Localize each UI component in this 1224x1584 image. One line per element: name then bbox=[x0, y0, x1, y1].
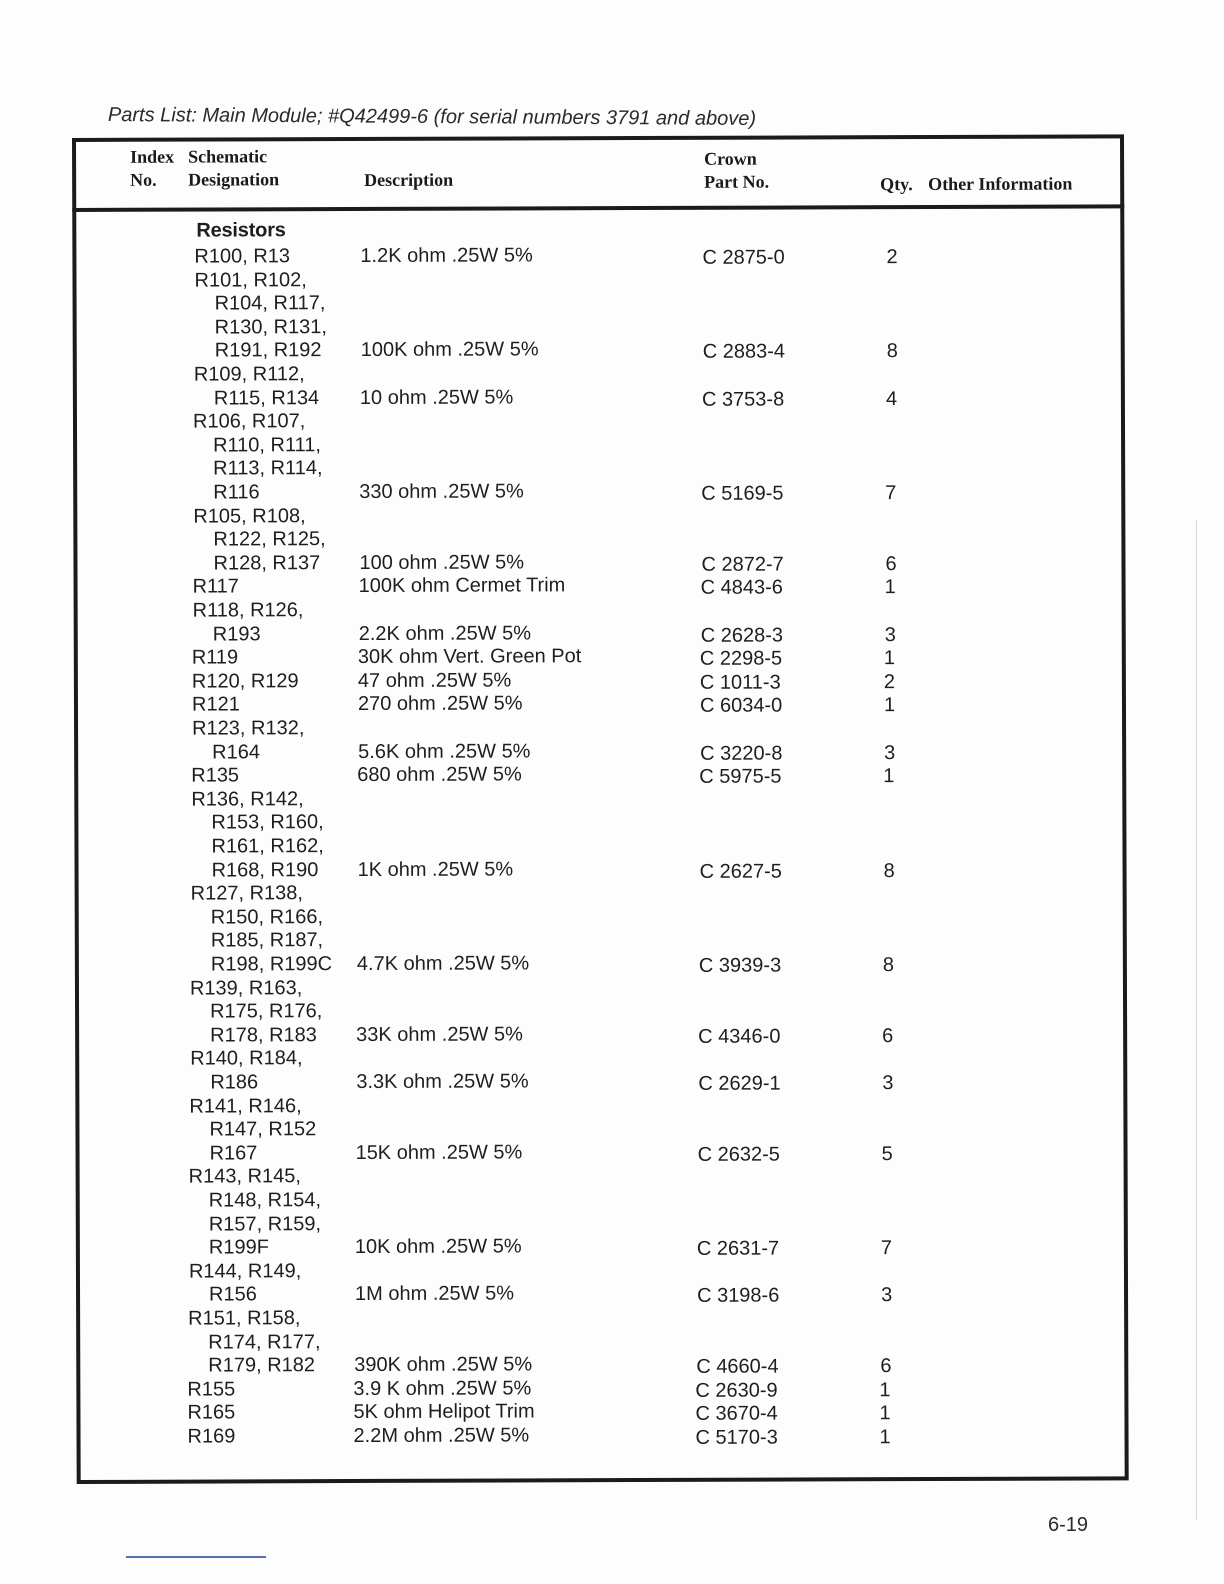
schematic-designation bbox=[189, 1095, 316, 1166]
designation-line: R153, R160, bbox=[211, 811, 324, 834]
schematic-designation bbox=[189, 1260, 301, 1308]
quantity: 1 bbox=[884, 576, 896, 599]
quantity: 4 bbox=[885, 387, 898, 410]
header-index bbox=[130, 146, 174, 192]
schematic-designation bbox=[189, 1166, 322, 1261]
quantity: 8 bbox=[882, 954, 895, 977]
description: 270 ohm .25W 5% bbox=[357, 692, 523, 716]
crown-part-no: C 2298-5 bbox=[699, 647, 783, 670]
description: 3.9 K ohm .25W 5% bbox=[353, 1377, 532, 1400]
description: 10 ohm .25W 5% bbox=[359, 386, 514, 409]
designation-line: R168, R190 bbox=[211, 858, 319, 882]
schematic-designation bbox=[187, 1378, 235, 1402]
crown-part-no: C 2630-9 bbox=[695, 1379, 778, 1402]
schematic-designation bbox=[193, 599, 304, 647]
crown-part-no: C 2883-4 bbox=[702, 340, 786, 364]
quantity: 6 bbox=[882, 1024, 894, 1047]
description: 2.2K ohm .25W 5% bbox=[358, 621, 532, 645]
schematic-designation bbox=[192, 717, 304, 765]
header-schematic-line1: Schematic bbox=[188, 146, 268, 167]
designation-line: R104, R117, bbox=[214, 292, 326, 315]
description: 1M ohm .25W 5% bbox=[354, 1282, 515, 1306]
crown-part-no: C 4660-4 bbox=[696, 1355, 779, 1379]
schematic-designation bbox=[193, 505, 326, 576]
description: 330 ohm .25W 5% bbox=[359, 480, 524, 503]
designation-line: R151, R158, bbox=[188, 1307, 301, 1330]
designation-line: R136, R142, bbox=[191, 787, 304, 811]
table-header bbox=[72, 134, 1124, 212]
footer-rule bbox=[126, 1556, 266, 1558]
quantity: 7 bbox=[885, 482, 897, 505]
header-qty: Qty. bbox=[880, 174, 913, 195]
designation-line: R120, R129 bbox=[191, 670, 299, 693]
designation-line: R156 bbox=[209, 1283, 257, 1306]
description: 15K ohm .25W 5% bbox=[355, 1141, 523, 1164]
header-crown-line2: Part No. bbox=[704, 171, 770, 192]
designation-line: R178, R183 bbox=[210, 1023, 317, 1047]
designation-line: R157, R159, bbox=[208, 1212, 322, 1236]
schematic-designation bbox=[191, 882, 333, 977]
quantity: 6 bbox=[885, 552, 897, 575]
description: 47 ohm .25W 5% bbox=[357, 669, 512, 692]
parts-list-caption: Parts List: Main Module; #Q42499-6 (for serial numbers 3791 and above) bbox=[107, 104, 757, 130]
designation-line: R161, R162, bbox=[211, 835, 324, 858]
designation-line: R167 bbox=[209, 1142, 258, 1165]
quantity: 1 bbox=[879, 1378, 891, 1401]
header-index-line2: No. bbox=[130, 169, 157, 190]
crown-part-no: C 5170-3 bbox=[695, 1426, 778, 1449]
crown-part-no: C 6034-0 bbox=[699, 694, 783, 718]
schematic-designation bbox=[194, 245, 290, 269]
designation-line: R135 bbox=[191, 764, 240, 787]
designation-line: R109, R112, bbox=[193, 363, 305, 386]
designation-line: R144, R149, bbox=[188, 1260, 302, 1283]
description: 4.7K ohm .25W 5% bbox=[356, 952, 530, 975]
header-schematic bbox=[188, 145, 279, 191]
designation-line: R118, R126, bbox=[192, 599, 304, 622]
quantity: 1 bbox=[879, 1426, 891, 1449]
designation-line: R119 bbox=[191, 646, 239, 669]
crown-part-no: C 3753-8 bbox=[701, 388, 785, 411]
quantity: 8 bbox=[883, 859, 895, 882]
schematic-designation bbox=[193, 410, 323, 505]
designation-line: R165 bbox=[187, 1401, 236, 1424]
crown-part-no: C 2631-7 bbox=[696, 1237, 780, 1261]
designation-line: R123, R132, bbox=[192, 717, 305, 740]
designation-line: R105, R108, bbox=[193, 504, 306, 528]
designation-line: R101, R102, bbox=[194, 268, 307, 292]
schematic-designation bbox=[192, 694, 240, 718]
quantity: 3 bbox=[882, 1072, 894, 1095]
description: 30K ohm Vert. Green Pot bbox=[357, 645, 582, 669]
crown-part-no: C 5975-5 bbox=[699, 765, 782, 789]
schematic-designation bbox=[194, 363, 319, 411]
header-other-information: Other Information bbox=[928, 173, 1073, 195]
quantity: 5 bbox=[881, 1142, 893, 1165]
designation-line: R128, R137 bbox=[213, 551, 321, 575]
designation-line: R130, R131, bbox=[214, 315, 327, 339]
designation-line: R127, R138, bbox=[190, 882, 303, 905]
designation-line: R198, R199C bbox=[210, 953, 333, 976]
designation-line: R121 bbox=[191, 693, 240, 716]
crown-part-no: C 3220-8 bbox=[700, 742, 783, 765]
designation-line: R191, R192 bbox=[214, 339, 322, 362]
description: 2.2M ohm .25W 5% bbox=[353, 1424, 530, 1448]
schematic-designation bbox=[191, 765, 239, 789]
designation-line: R186 bbox=[210, 1071, 259, 1094]
crown-part-no: C 4346-0 bbox=[698, 1025, 781, 1048]
designation-line: R179, R182 bbox=[208, 1354, 316, 1377]
schematic-designation bbox=[188, 1307, 321, 1378]
header-crown-line1: Crown bbox=[704, 148, 757, 169]
crown-part-no: C 2629-1 bbox=[698, 1072, 781, 1095]
designation-line: R155 bbox=[187, 1378, 236, 1401]
quantity: 7 bbox=[880, 1237, 893, 1260]
designation-line: R115, R134 bbox=[213, 386, 320, 410]
parts-table bbox=[72, 134, 1129, 1488]
crown-part-no: C 2872-7 bbox=[701, 553, 784, 576]
page-number: 6-19 bbox=[1048, 1514, 1089, 1536]
designation-line: R148, R154, bbox=[208, 1189, 322, 1212]
schematic-designation bbox=[190, 977, 323, 1048]
schematic-designation bbox=[191, 788, 324, 883]
designation-line: R147, R152 bbox=[209, 1118, 317, 1141]
designation-line: R100, R13 bbox=[194, 245, 291, 268]
designation-line: R174, R177, bbox=[208, 1330, 321, 1354]
crown-part-no: C 2627-5 bbox=[699, 860, 782, 883]
quantity: 1 bbox=[883, 647, 895, 670]
schematic-designation bbox=[190, 1048, 302, 1096]
description: 1K ohm .25W 5% bbox=[357, 858, 514, 881]
designation-line: R122, R125, bbox=[213, 528, 326, 551]
designation-line: R139, R163, bbox=[189, 976, 303, 1000]
crown-part-no: C 1011-3 bbox=[699, 671, 781, 694]
quantity: 3 bbox=[881, 1284, 893, 1307]
quantity: 1 bbox=[883, 694, 896, 717]
description: 5.6K ohm .25W 5% bbox=[358, 739, 531, 763]
header-schematic-line2: Designation bbox=[188, 169, 280, 190]
designation-line: R185, R187, bbox=[210, 929, 324, 952]
designation-line: R117 bbox=[192, 575, 239, 598]
designation-line: R193 bbox=[212, 622, 261, 646]
crown-part-no: C 4843-6 bbox=[700, 576, 783, 600]
designation-line: R175, R176, bbox=[210, 1000, 323, 1023]
designation-line: R116 bbox=[213, 481, 260, 504]
designation-line: R113, R114, bbox=[213, 457, 323, 480]
crown-part-no: C 3939-3 bbox=[698, 954, 782, 977]
designation-line: R141, R146, bbox=[189, 1094, 302, 1118]
description: 390K ohm .25W 5% bbox=[354, 1353, 533, 1377]
quantity: 6 bbox=[880, 1355, 892, 1378]
description: 10K ohm .25W 5% bbox=[354, 1235, 522, 1259]
section-title-resistors: Resistors bbox=[196, 219, 286, 242]
crown-part-no: C 2628-3 bbox=[700, 624, 784, 647]
description: 33K ohm .25W 5% bbox=[356, 1023, 523, 1046]
description: 680 ohm .25W 5% bbox=[357, 763, 522, 787]
designation-line: R106, R107, bbox=[192, 410, 306, 433]
page-edge-line bbox=[1196, 520, 1197, 1520]
quantity: 2 bbox=[886, 246, 898, 269]
designation-line: R199F bbox=[208, 1236, 269, 1259]
crown-part-no: C 3198-6 bbox=[697, 1284, 780, 1308]
schematic-designation bbox=[187, 1402, 235, 1426]
crown-part-no: C 3670-4 bbox=[695, 1402, 778, 1426]
crown-part-no: C 2632-5 bbox=[697, 1143, 780, 1166]
schematic-designation bbox=[194, 269, 327, 364]
description: 100K ohm .25W 5% bbox=[360, 338, 539, 362]
header-crown-part-no bbox=[704, 148, 769, 194]
schematic-designation bbox=[192, 670, 299, 694]
quantity: 3 bbox=[884, 741, 896, 764]
description: 3.3K ohm .25W 5% bbox=[356, 1070, 529, 1093]
description: 100K ohm Cermet Trim bbox=[358, 574, 566, 598]
header-index-line1: Index bbox=[130, 146, 175, 167]
quantity: 1 bbox=[883, 765, 895, 788]
quantity: 2 bbox=[883, 670, 896, 693]
description: 5K ohm Helipot Trim bbox=[353, 1400, 535, 1424]
header-description: Description bbox=[364, 169, 454, 190]
schematic-designation bbox=[193, 576, 239, 600]
designation-line: R150, R166, bbox=[210, 905, 324, 929]
quantity: 3 bbox=[884, 623, 896, 646]
schematic-designation bbox=[187, 1425, 235, 1449]
crown-part-no: C 2875-0 bbox=[702, 246, 785, 269]
quantity: 1 bbox=[879, 1402, 891, 1425]
designation-line: R169 bbox=[187, 1425, 236, 1448]
description: 1.2K ohm .25W 5% bbox=[360, 244, 533, 267]
crown-part-no: C 5169-5 bbox=[701, 482, 784, 505]
designation-line: R164 bbox=[212, 740, 260, 764]
quantity: 8 bbox=[886, 340, 898, 363]
designation-line: R110, R111, bbox=[213, 433, 321, 457]
designation-line: R143, R145, bbox=[188, 1165, 301, 1188]
schematic-designation bbox=[192, 647, 238, 671]
designation-line: R140, R184, bbox=[190, 1047, 303, 1070]
description: 100 ohm .25W 5% bbox=[359, 551, 525, 574]
